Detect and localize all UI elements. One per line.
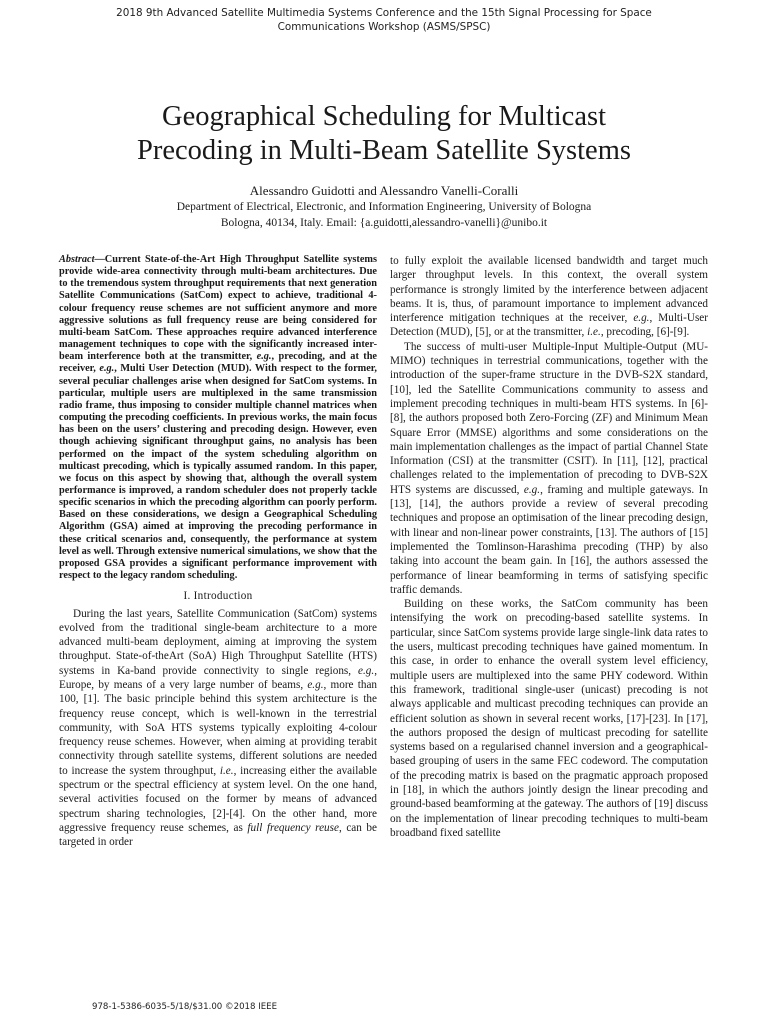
right-p1-ie: i.e. [587,326,601,339]
right-p1-text-b: , Multi-User Detection (MUD), [5], or at the transmitter, [390,312,708,339]
intro-p1-text-a: During the last years, Satellite Communication (SatCom) systems evolved from the traditional single-beam architecture to a more advanced multi-beam deployment, aiming at improving the system throughput. State-of-theArt (SoA) High Throughput Satellite (HTS) systems in Ka-band provide connectivity to single regions, [59,607,377,677]
abstract-body: Current State-of-the-Art High Throughput Satellite systems provide wide-area connectivity through multi-beam architectures. Due to the tremendous system throughput requirements that next generation Satellite Communications (SatCom) expect to achieve, traditional 4-colour frequency reuse schemes are not sufficient anymore and more aggressive solutions as full frequency reuse are being considered for multi-beam SatCom. These approaches require advanced interference management techniques to cope with the significantly increased inter-beam interference both at the transmitter, [59,254,377,363]
affiliation-line-2: Bologna, 40134, Italy. Email: {a.guidotti,alessandro-vanelli}@unibo.it [220,216,548,229]
right-p1-eg: e.g. [633,312,650,325]
intro-p1-text-e: , can be targeted in order [59,821,377,849]
abstract-eg-2: e.g. [99,363,115,375]
right-p1-text-a: to fully exploit the available licensed bandwidth and target much larger throughput levels. In this context, the overall system performance is strongly limited by the interference between adjacent beams. It is, thus, of paramount importance to implement advanced interference mitigation techniques at the receiver, [390,255,708,325]
title-line-1: Geographical Scheduling for Multicast [161,101,606,132]
right-paragraph-3: Building on these works, the SatCom community has been intensifying the work on precoding-based satellite systems. In particular, since SatCom systems provide large single-link data rates to the users, multicast precoding techniques have gained momentum. In this case, in order to enhance the overall system level efficiency, multiple users are multiplexed into the same PHY codeword. Within this framework, traditional single-user (unicast) precoding is not always applicable and multicast precoding techniques can provide an efficient solution as shown in several recent works, [17]-[23]. In [17], the authors proposed the design of multicast precoding for satellite systems based on a regularised channel inversion and a geographical-based grouping of users in the same FEC codeword. The computation of the precoding matrix is based on the pragmatic approach proposed in [18], in which the authors jointly design the linear precoding and ground-based beamforming at the gateway. The authors of [19] discuss on the implementation of linear precoding techniques to multi-beam broadband fixed satellite [390,598,708,839]
right-paragraph-1 [390,254,708,340]
right-paragraph-2 [390,340,708,597]
intro-p1-text-b: , Europe, by means of a very large number of beams, [59,664,377,691]
right-p2-text-b: , framing and multiple gateways. In [13], [14], the authors provide a review of several precoding techniques and propose an optimisation of the linear precoding design, with linear and non-linear power constraints, [13]. The authors of [15] implemented the Tomlinson-Harashima precoding (THP) by also taking into account the beam gain. In [16], the authors assessed the performance of linear beamforming in terms of satisfying specific traffic demands. [390,483,708,596]
intro-p1-eg-2: e.g. [307,679,324,691]
conference-line-1: 2018 9th Advanced Satellite Multimedia Systems Conference and the 15th Signal Processing for Space [116,7,652,19]
affiliation [84,200,684,231]
intro-p1-full-frequency-reuse: full frequency reuse [247,821,339,834]
author-list: Alessandro Guidotti and Alessandro Vanelli-Coralli [249,183,519,198]
intro-p1-text-c: , more than 100, [1]. The basic principle behind this system architecture is the frequency reuse concept, which is well-known in the terrestrial community, with SoA HTS systems typically exploiting 4-colour frequency reuse schemes. However, when aiming at providing terabit connectivity through satellite systems, different solutions are needed to increase the system throughput, [59,679,378,777]
abstract-rest: , Multi User Detection (MUD). With respect to the former, several peculiar challenges arise when designed for SatCom systems. In particular, multiple users are multiplexed in the same transmission radio frame, thus imposing to consider multiple channel matrices when computing the precoding coefficients. In previous works, the main focus has been on the users’ clustering and precoding design. However, even though achieving significant throughput gains, no analysis has been performed on the impact of the system scheduling algorithm on multicast precoding, which is typically assumed random. In this paper, we focus on this aspect by showing that, although the overall system performance is improved, a random scheduler does not properly tackle specific scenarios in which the precoding algorithm can poorly perform. Based on these considerations, we design a Geographical Scheduling Algorithm (GSA) aimed at improving the precoding performance in these critical scenarios and, consequently, the performance at system level as well. Through extensive numerical simulations, we show that the proposed GSA provides a significant performance improvement with respect to the legacy random scheduling. [59,363,378,582]
abstract-dash: — [94,254,105,265]
right-p1-text-c: , precoding, [6]-[9]. [600,326,690,339]
abstract [59,254,377,582]
right-column [390,254,708,840]
intro-p1-ie: i.e. [219,764,234,777]
affiliation-line-1: Department of Electrical, Electronic, and Information Engineering, University of Bologna [176,201,592,213]
right-p2-text-a: The success of multi-user Multiple-Input Multiple-Output (MU-MIMO) techniques in terrestrial communications, together with the introduction of the super-frame structure in the DVB-S2X standard, [10], led the Satellite Communications community to assess and implement precoding techniques in multi-beam HTS systems. In [6]-[8], the authors proposed both Zero-Forcing (ZF) and Minimum Mean Square Error (MMSE) algorithms and some considerations on the main implementation challenges as the impact of partial Channel State Information (CSI) at the transmitter (CSIT). In [11], [12], practical challenges related to the implementation of precoding to DVB-S2X HTS systems are discussed, [390,340,708,496]
paper-title [84,100,684,168]
abstract-eg-1: e.g. [256,351,272,363]
abstract-mid: , precoding, and at the receiver, [59,351,377,375]
conference-header [90,6,678,34]
title-line-2: Precoding in Multi-Beam Satellite Systems [137,135,631,166]
intro-p1-eg-1: e.g. [358,664,375,677]
conference-line-2: Communications Workshop (ASMS/SPSC) [277,21,491,33]
section-heading-introduction: I. Introduction [183,590,253,603]
intro-p1-text-d: , increasing either the available spectrum or the spectral efficiency at system level. On the one hand, several activities focused on the former by means of advanced spectrum sharing technologies, [2]-[4]. On the other hand, more aggressive frequency reuse schemes, as [59,764,377,834]
left-column [59,254,377,850]
abstract-label: Abstract [59,254,95,265]
right-p2-eg: e.g. [523,483,541,496]
copyright-footer: 978-1-5386-6035-5/18/$31.00 ©2018 IEEE [92,1002,278,1012]
intro-paragraph-1 [59,607,377,850]
